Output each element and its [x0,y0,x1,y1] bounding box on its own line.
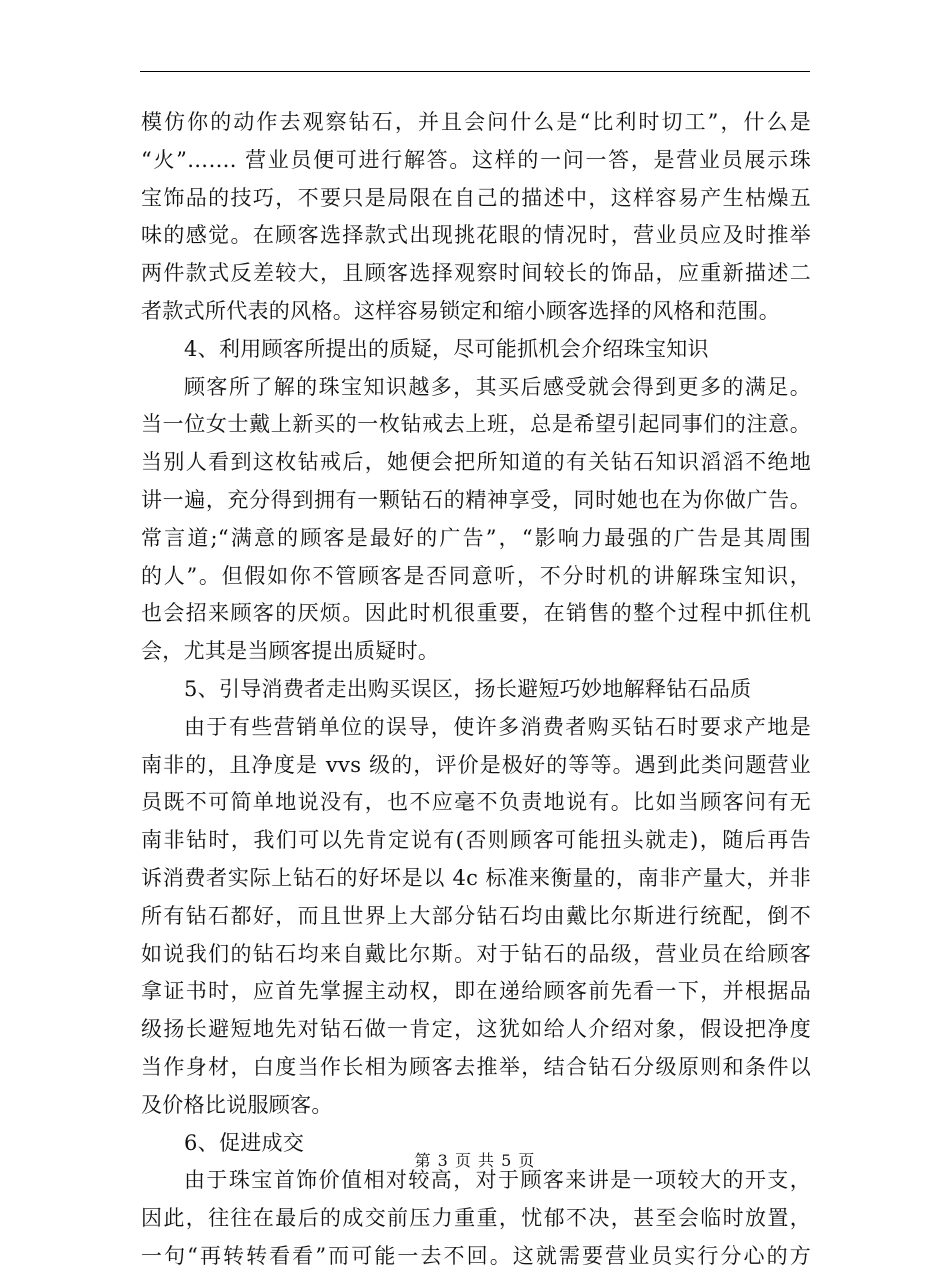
text-line: 5、引导消费者走出购买误区，扬长避短巧妙地解释钻石品质 [184,676,752,701]
text-line: 4、利用顾客所提出的质疑，尽可能抓机会介绍珠宝知识 [184,336,709,361]
text-line: 的人”。但假如你不管顾客是否同意听，不分时机的讲解珠宝知识， [141,563,811,588]
text-line: 由于有些营销单位的误导，使许多消费者购买钻石时要求产地是 [184,714,811,739]
text-line: “火”……. 营业员便可进行解答。这样的一问一答，是营业员展示珠 [141,147,811,172]
text-line: 味的感觉。在顾客选择款式出现挑花眼的情况时，营业员应及时推举 [141,223,811,248]
page-number: 第 3 页 共 5 页 [414,1151,536,1170]
text-line: 级扬长避短地先对钻石做一肯定，这犹如给人介绍对象，假设把净度 [141,1017,811,1042]
text-line: 一句“再转转看看”而可能一去不回。这就需要营业员实行分心的方 [141,1243,811,1268]
text-line: 员既不可简单地说没有，也不应毫不负责地说有。比如当顾客问有无 [141,790,811,815]
text-line: 也会招来顾客的厌烦。因此时机很重要，在销售的整个过程中抓住机 [141,601,811,626]
text-line: 由于珠宝首饰价值相对较高，对于顾客来讲是一项较大的开支， [184,1168,811,1193]
text-line: 者款式所代表的风格。这样容易锁定和缩小顾客选择的风格和范围。 [141,298,780,323]
text-line: 讲一遍，充分得到拥有一颗钻石的精神享受，同时她也在为你做广告。 [141,487,811,512]
text-line: 当一位女士戴上新买的一枚钻戒去上班，总是希望引起同事们的注意。 [141,412,811,437]
header-rule [140,71,810,72]
text-line: 因此，往往在最后的成交前压力重重，忧郁不决，甚至会临时放置， [141,1206,811,1231]
text-line: 所有钻石都好，而且世界上大部分钻石均由戴比尔斯进行统配，倒不 [141,903,811,928]
text-line: 当作身材，白度当作长相为顾客去推举，结合钻石分级原则和条件以 [141,1054,811,1079]
text-line: 诉消费者实际上钻石的好坏是以 4c 标准来衡量的，南非产量大，并非 [141,865,811,890]
text-line: 南非的，且净度是 vvs 级的，评价是极好的等等。遇到此类问题营业 [141,752,811,777]
text-line: 6、促进成交 [184,1130,305,1155]
text-line: 顾客所了解的珠宝知识越多，其买后感受就会得到更多的满足。 [184,374,811,399]
text-line: 两件款式反差较大，且顾客选择观察时间较长的饰品，应重新描述二 [141,261,811,286]
text-line: 南非钻时，我们可以先肯定说有(否则顾客可能扭头就走)，随后再告 [141,828,811,853]
text-line: 及价格比说服顾客。 [141,1092,333,1117]
text-line: 常言道;“满意的顾客是最好的广告”，“影响力最强的广告是其周围 [141,525,811,550]
text-line: 当别人看到这枚钻戒后，她便会把所知道的有关钻石知识滔滔不绝地 [141,450,811,475]
text-line: 宝饰品的技巧，不要只是局限在自己的描述中，这样容易产生枯燥五 [141,185,811,210]
document-body [141,104,811,1276]
text-line: 拿证书时，应首先掌握主动权，即在递给顾客前先看一下，并根据品 [141,979,811,1004]
text-line: 会，尤其是当顾客提出质疑时。 [141,639,440,664]
text-line: 如说我们的钻石均来自戴比尔斯。对于钻石的品级，营业员在给顾客 [141,941,811,966]
text-line: 模仿你的动作去观察钻石，并且会问什么是“比利时切工”，什么是 [141,110,811,134]
